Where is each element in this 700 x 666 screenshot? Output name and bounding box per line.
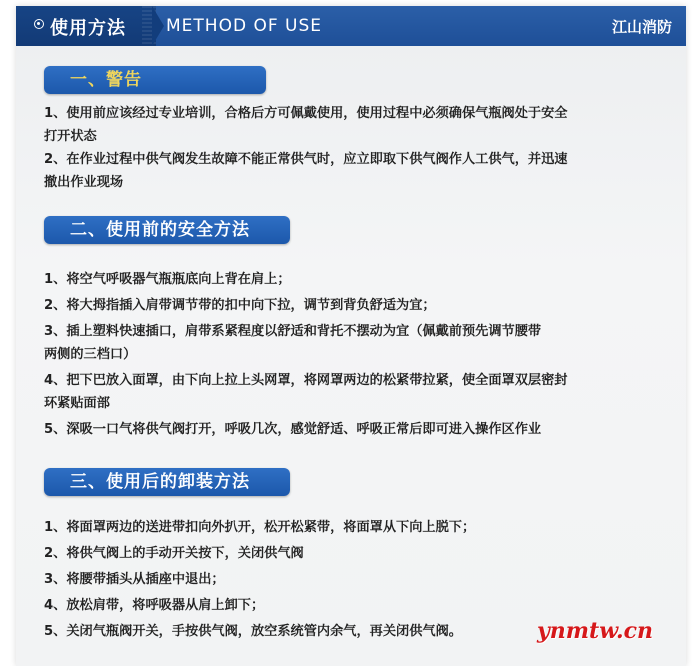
paragraph-line: 2、将大拇指插入肩带调节带的扣中向下拉，调节到背负舒适为宜；	[44, 298, 436, 313]
paragraph-line: 环紧贴面部	[44, 396, 110, 411]
paragraph-line: 2、将供气阀上的手动开关按下，关闭供气阀	[44, 546, 304, 561]
paragraph-line: 3、插上塑料快速插口，肩带系紧程度以舒适和背托不摆动为宜（佩戴前预先调节腰带	[44, 324, 542, 339]
paragraph-line: 5、深吸一口气将供气阀打开，呼吸几次，感觉舒适、呼吸正常后即可进入操作区作业	[44, 422, 542, 437]
paragraph-line: 5、关闭气瓶阀开关，手按供气阀，放空系统管内余气，再关闭供气阀。	[44, 624, 462, 639]
section-body-warning	[44, 102, 664, 194]
paragraph-line: 1、将空气呼吸器气瓶瓶底向上背在肩上；	[44, 272, 291, 287]
paragraph-line: 1、将面罩两边的送进带扣向外扒开，松开松紧带，将面罩从下向上脱下；	[44, 520, 476, 535]
header-subtitle: METHOD OF USE	[166, 16, 322, 36]
paragraph-line: 两侧的三档口）	[44, 347, 137, 362]
paragraph-line: 2、在作业过程中供气阀发生故障不能正常供气时，应立即取下供气阀作人工供气，并迅速	[44, 152, 568, 167]
section-heading-post-use: 三、使用后的卸装方法	[44, 468, 290, 496]
header-brand: 江山消防	[611, 18, 672, 36]
paragraph-line: 3、将腰带插头从插座中退出；	[44, 572, 225, 587]
paragraph-line: 撤出作业现场	[44, 175, 124, 190]
circle-dot-icon	[34, 19, 44, 29]
section-body-pre-use	[44, 268, 664, 441]
document-panel	[16, 6, 686, 666]
header-title: 使用方法	[50, 18, 126, 39]
header-bar	[16, 6, 686, 46]
paragraph-line: 4、把下巴放入面罩，由下向上拉上头网罩，将网罩两边的松紧带拉紧，使全面罩双层密封	[44, 373, 568, 388]
paragraph-line: 1、使用前应该经过专业培训，合格后方可佩戴使用，使用过程中必须确保气瓶阀处于安全	[44, 106, 568, 121]
site-watermark: ynmtw.cn	[537, 618, 653, 644]
section-heading-pre-use: 二、使用前的安全方法	[44, 216, 290, 244]
section-heading-warning: 一、警告	[44, 66, 266, 94]
paragraph-line: 4、放松肩带，将呼吸器从肩上卸下；	[44, 598, 265, 613]
header-chevron-decoration	[152, 6, 164, 46]
paragraph-line: 打开状态	[44, 129, 97, 144]
